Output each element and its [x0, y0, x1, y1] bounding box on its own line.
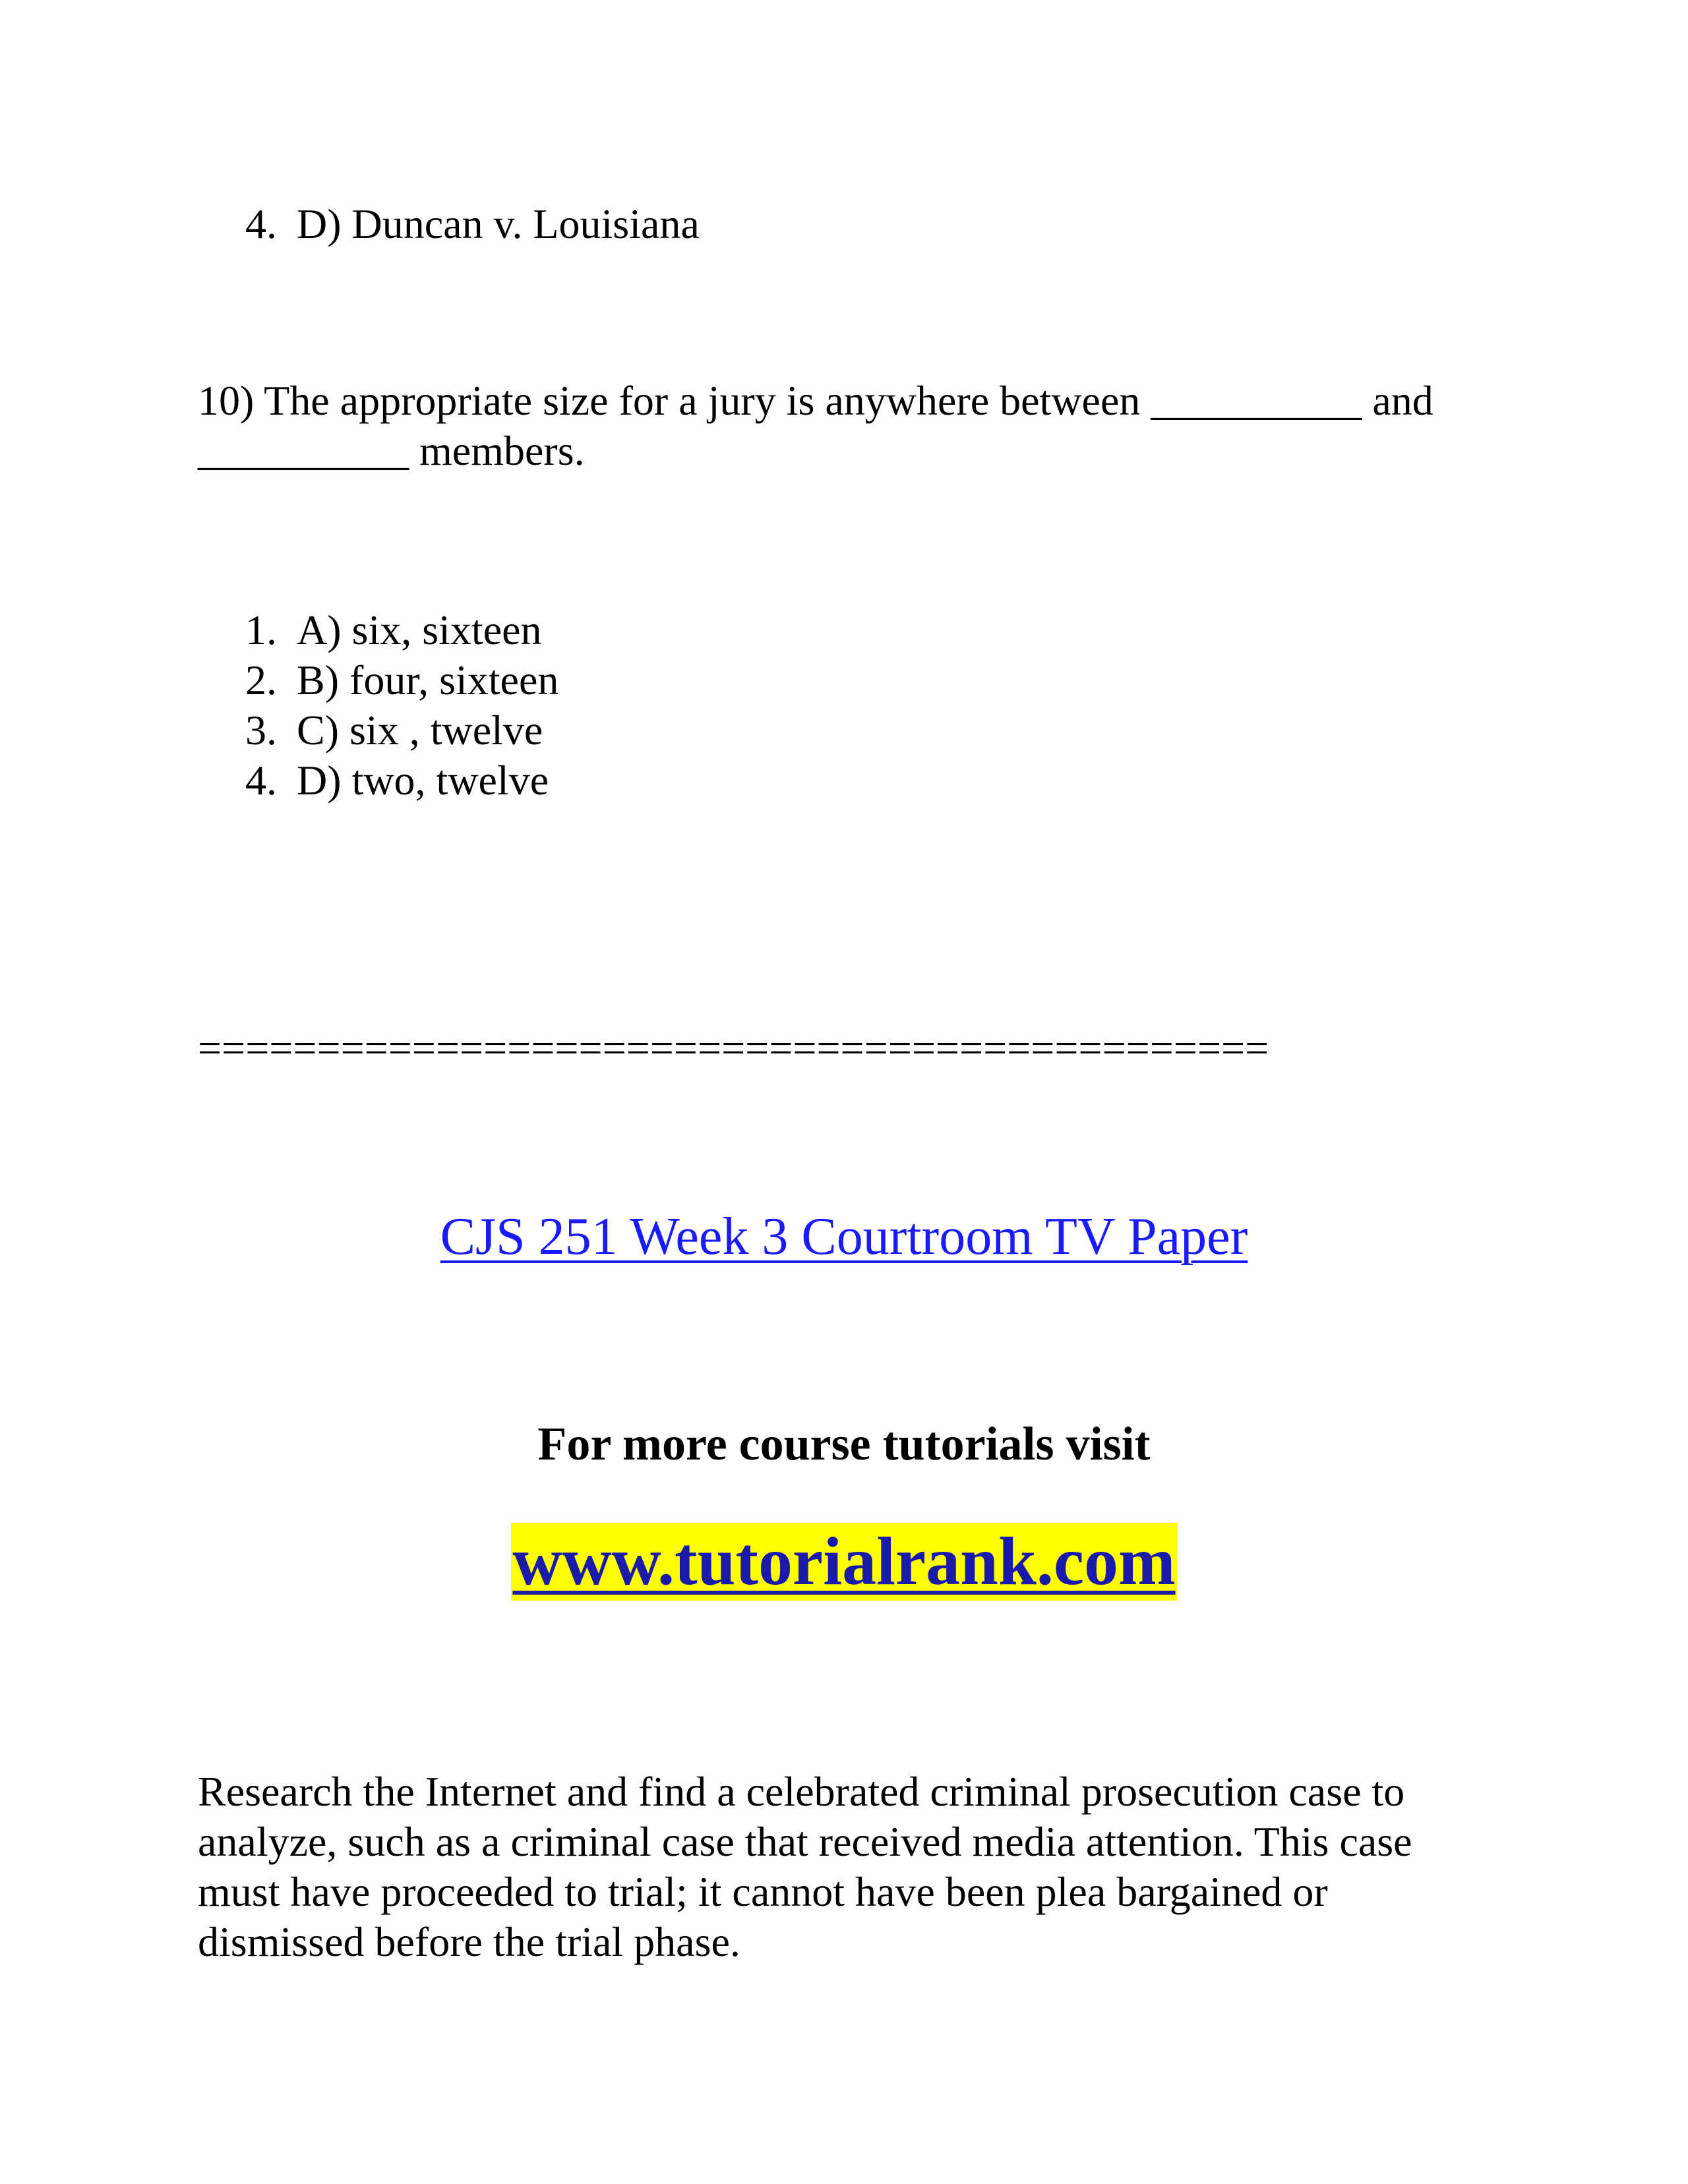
- list-number: 4.: [245, 757, 277, 804]
- answer-option-d: [245, 755, 549, 806]
- option-text: B) four, sixteen: [297, 657, 559, 703]
- promo-heading: For more course tutorials visit: [537, 1417, 1151, 1470]
- option-text: D) two, twelve: [297, 757, 549, 804]
- list-number: 2.: [245, 657, 277, 703]
- answer-option-c: [245, 705, 543, 755]
- answer-option-b: [245, 655, 558, 705]
- previous-answer-item: [245, 199, 700, 249]
- list-item-text: D) Duncan v. Louisiana: [297, 200, 700, 247]
- course-title-link[interactable]: CJS 251 Week 3 Courtroom TV Paper: [440, 1208, 1248, 1266]
- website-link[interactable]: www.tutorialrank.com: [512, 1523, 1176, 1599]
- option-text: A) six, sixteen: [297, 606, 542, 653]
- question-text: 10) The appropriate size for a jury is anywhere between __________ and __________ members.: [198, 377, 1433, 474]
- option-text: C) six , twelve: [297, 707, 543, 753]
- section-separator: =============================================: [198, 1024, 1269, 1071]
- list-number: 3.: [245, 707, 277, 753]
- list-number: 4.: [245, 200, 277, 247]
- answer-option-a: [245, 605, 542, 655]
- site-link-container: [0, 1523, 1688, 1601]
- course-title-container: [0, 1205, 1688, 1268]
- assignment-description: Research the Internet and find a celebrated criminal prosecution case to analyze, such as a criminal case that received media attention. This case must have proceeded to trial; it cannot have been plea bargained or dismissed before the trial phase.: [198, 1768, 1412, 1965]
- list-number: 1.: [245, 606, 277, 653]
